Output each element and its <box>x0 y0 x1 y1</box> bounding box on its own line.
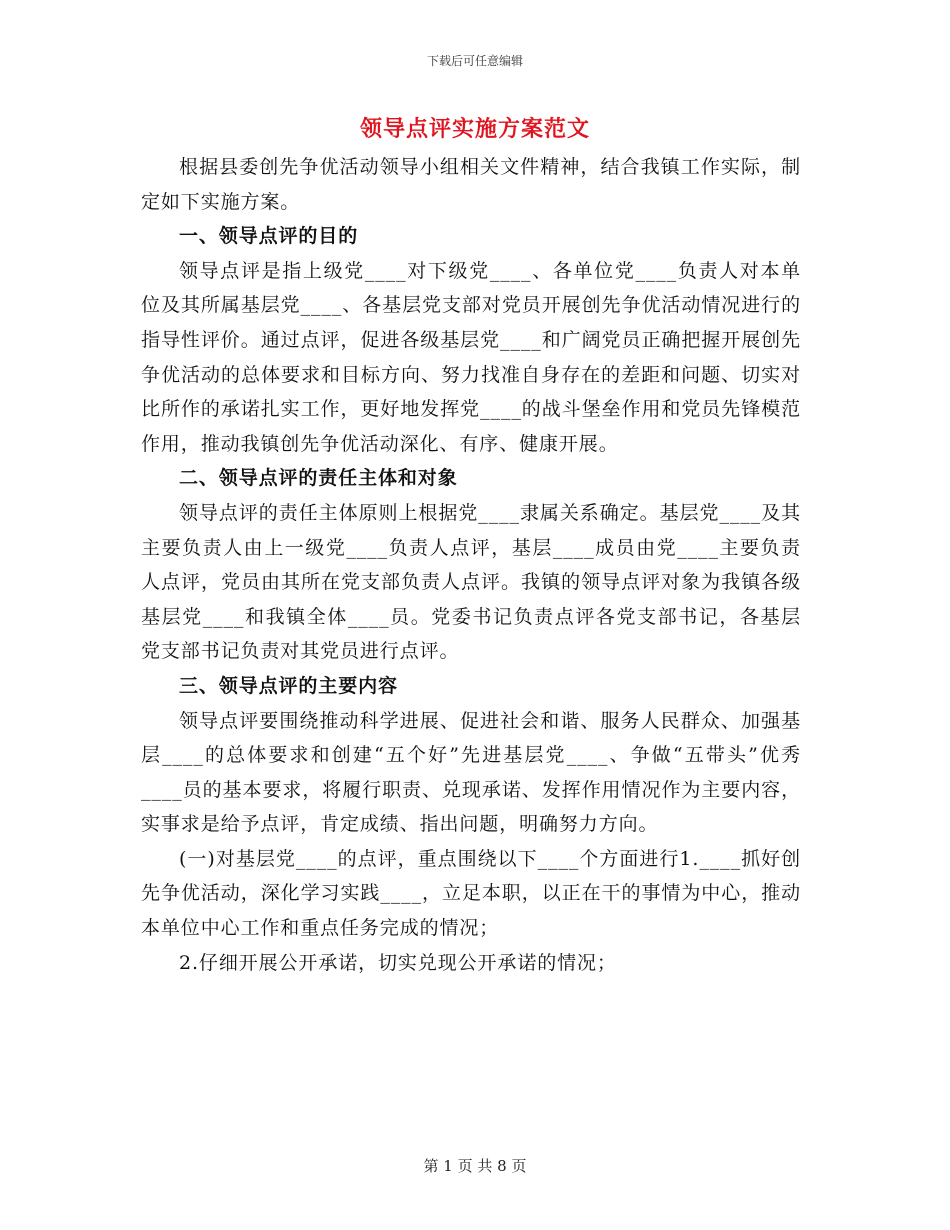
document-body <box>141 150 801 980</box>
section-paragraph-purpose: 领导点评是指上级党____对下级党____、各单位党____负责人对本单位及其所属基层党____、各基层党支部对党员开展创先争优活动情况进行的指导性评价。通过点评，促进各级基层党____和广阔党员正确把握开展创先争优活动的总体要求和目标方向、努力找准自身存在的差距和问题、切实对比所作的承诺扎实工作，更好地发挥党____的战斗堡垒作用和党员先锋模范作用，推动我镇创先争优活动深化、有序、健康开展。 <box>141 259 801 455</box>
section-paragraph-content: 领导点评要围绕推动科学进展、促进社会和谐、服务人民群众、加强基层____的总体要求和创建“五个好”先进基层党____、争做“五带头”优秀____员的基本要求，将履行职责、兑现承诺、发挥作用情况作为主要内容，实事求是给予点评，肯定成绩、指出问题，明确努力方向。 <box>141 709 801 836</box>
section-heading-content: 三、领导点评的主要内容 <box>179 674 398 697</box>
document-title: 领导点评实施方案范文 <box>359 116 590 142</box>
page-header-note: 下载后可任意编辑 <box>426 54 523 68</box>
page-number-footer: 第 1 页 共 8 页 <box>423 1157 527 1175</box>
section-paragraph-responsibility: 领导点评的责任主体原则上根据党____隶属关系确定。基层党____及其主要负责人由上一级党____负责人点评，基层____成员由党____主要负责人点评，党员由其所在党支部负责人点评。我镇的领导点评对象为我镇各级基层党____和我镇全体____员。党委书记负责点评各党支部书记，各基层党支部书记负责对其党员进行点评。 <box>141 501 801 663</box>
section-heading-purpose: 一、领导点评的目的 <box>179 225 359 248</box>
sub-paragraph-1: (一)对基层党____的点评，重点围绕以下____个方面进行1.____抓好创先争优活动，深化学习实践____，立足本职，以正在干的事情为中心，推动本单位中心工作和重点任务完成的情况； <box>141 847 801 940</box>
section-heading-responsibility: 二、领导点评的责任主体和对象 <box>179 467 458 490</box>
sub-paragraph-2: 2.仔细开展公开承诺，切实兑现公开承诺的情况； <box>179 951 617 974</box>
intro-paragraph: 根据县委创先争优活动领导小组相关文件精神，结合我镇工作实际，制定如下实施方案。 <box>141 156 801 213</box>
